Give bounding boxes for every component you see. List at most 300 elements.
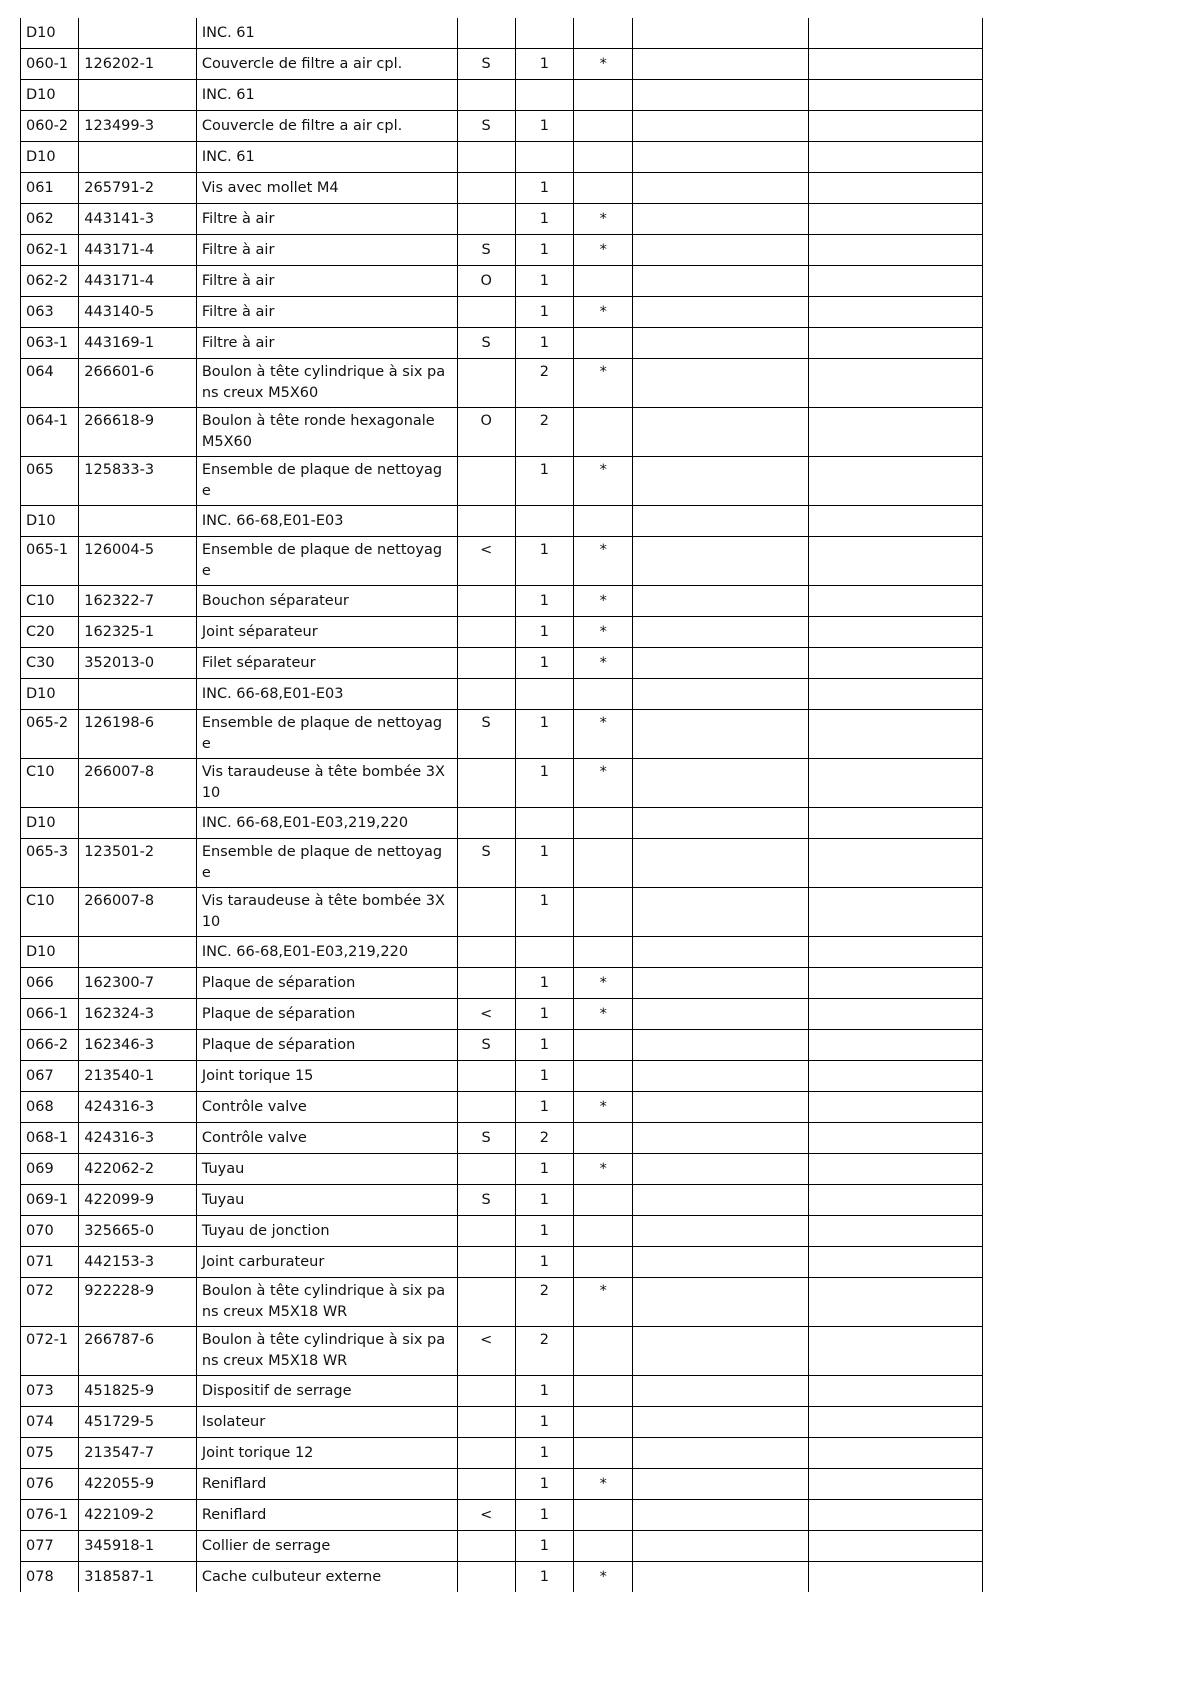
part-number-cell: 162324-3	[79, 999, 197, 1030]
blank-cell-1	[633, 1278, 809, 1327]
type-code-cell	[457, 808, 515, 839]
blank-cell-1	[633, 937, 809, 968]
item-number-cell: C20	[21, 617, 79, 648]
type-code-cell	[457, 968, 515, 999]
part-number-cell: 422062-2	[79, 1154, 197, 1185]
quantity-cell: 1	[515, 710, 573, 759]
description-cell: Ensemble de plaque de nettoyag e	[196, 710, 457, 759]
blank-cell-1	[633, 297, 809, 328]
type-code-cell	[457, 359, 515, 408]
item-number-cell: 077	[21, 1531, 79, 1562]
part-number-cell: 443171-4	[79, 235, 197, 266]
blank-cell-2	[809, 999, 983, 1030]
item-number-cell: 074	[21, 1407, 79, 1438]
item-number-cell: C10	[21, 759, 79, 808]
blank-cell-1	[633, 457, 809, 506]
blank-cell-1	[633, 679, 809, 710]
part-number-cell: 162300-7	[79, 968, 197, 999]
type-code-cell	[457, 1061, 515, 1092]
item-number-cell: 069	[21, 1154, 79, 1185]
table-row	[21, 266, 983, 297]
note-mark-cell	[574, 328, 633, 359]
quantity-cell: 2	[515, 1278, 573, 1327]
part-number-cell: 424316-3	[79, 1123, 197, 1154]
quantity-cell: 1	[515, 1030, 573, 1061]
quantity-cell: 1	[515, 235, 573, 266]
description-cell: INC. 66-68,E01-E03	[196, 506, 457, 537]
part-number-cell: 443169-1	[79, 328, 197, 359]
blank-cell-1	[633, 111, 809, 142]
blank-cell-2	[809, 617, 983, 648]
note-mark-cell	[574, 1030, 633, 1061]
description-cell: Couvercle de filtre a air cpl.	[196, 49, 457, 80]
blank-cell-2	[809, 18, 983, 49]
part-number-cell	[79, 937, 197, 968]
blank-cell-2	[809, 1278, 983, 1327]
note-mark-cell	[574, 839, 633, 888]
description-cell: Contrôle valve	[196, 1092, 457, 1123]
table-row	[21, 1216, 983, 1247]
table-row	[21, 457, 983, 506]
part-number-cell: 162346-3	[79, 1030, 197, 1061]
type-code-cell	[457, 937, 515, 968]
part-number-cell: 922228-9	[79, 1278, 197, 1327]
part-number-cell	[79, 142, 197, 173]
blank-cell-2	[809, 173, 983, 204]
item-number-cell: D10	[21, 18, 79, 49]
quantity-cell: 1	[515, 49, 573, 80]
note-mark-cell	[574, 1123, 633, 1154]
blank-cell-2	[809, 759, 983, 808]
part-number-cell	[79, 679, 197, 710]
description-cell: Ensemble de plaque de nettoyag e	[196, 839, 457, 888]
blank-cell-1	[633, 586, 809, 617]
blank-cell-2	[809, 839, 983, 888]
type-code-cell	[457, 204, 515, 235]
item-number-cell: 073	[21, 1376, 79, 1407]
note-mark-cell: *	[574, 204, 633, 235]
part-number-cell: 422055-9	[79, 1469, 197, 1500]
item-number-cell: 069-1	[21, 1185, 79, 1216]
quantity-cell: 1	[515, 173, 573, 204]
part-number-cell: 266007-8	[79, 888, 197, 937]
table-row	[21, 537, 983, 586]
note-mark-cell	[574, 888, 633, 937]
table-row	[21, 999, 983, 1030]
item-number-cell: D10	[21, 808, 79, 839]
blank-cell-2	[809, 1562, 983, 1593]
note-mark-cell	[574, 266, 633, 297]
blank-cell-2	[809, 506, 983, 537]
quantity-cell	[515, 808, 573, 839]
blank-cell-2	[809, 808, 983, 839]
table-row	[21, 1185, 983, 1216]
description-cell: Collier de serrage	[196, 1531, 457, 1562]
blank-cell-1	[633, 328, 809, 359]
type-code-cell	[457, 142, 515, 173]
blank-cell-1	[633, 1376, 809, 1407]
table-row	[21, 1154, 983, 1185]
description-cell: Plaque de séparation	[196, 1030, 457, 1061]
description-cell: Joint carburateur	[196, 1247, 457, 1278]
part-number-cell: 162322-7	[79, 586, 197, 617]
blank-cell-2	[809, 888, 983, 937]
table-row	[21, 586, 983, 617]
type-code-cell: S	[457, 710, 515, 759]
blank-cell-2	[809, 586, 983, 617]
item-number-cell: 065	[21, 457, 79, 506]
blank-cell-1	[633, 1061, 809, 1092]
table-row	[21, 506, 983, 537]
note-mark-cell	[574, 506, 633, 537]
type-code-cell	[457, 1376, 515, 1407]
item-number-cell: 078	[21, 1562, 79, 1593]
quantity-cell	[515, 142, 573, 173]
description-cell: Ensemble de plaque de nettoyag e	[196, 457, 457, 506]
blank-cell-2	[809, 537, 983, 586]
blank-cell-2	[809, 1376, 983, 1407]
part-number-cell: 443140-5	[79, 297, 197, 328]
table-row	[21, 1531, 983, 1562]
table-row	[21, 808, 983, 839]
blank-cell-1	[633, 266, 809, 297]
description-cell: Tuyau	[196, 1185, 457, 1216]
part-number-cell: 345918-1	[79, 1531, 197, 1562]
blank-cell-1	[633, 80, 809, 111]
table-row	[21, 80, 983, 111]
part-number-cell	[79, 506, 197, 537]
item-number-cell: 062-2	[21, 266, 79, 297]
part-number-cell: 451729-5	[79, 1407, 197, 1438]
type-code-cell	[457, 1407, 515, 1438]
part-number-cell: 266787-6	[79, 1327, 197, 1376]
type-code-cell	[457, 18, 515, 49]
description-cell: Joint séparateur	[196, 617, 457, 648]
blank-cell-1	[633, 968, 809, 999]
table-row	[21, 1092, 983, 1123]
item-number-cell: 076-1	[21, 1500, 79, 1531]
blank-cell-1	[633, 1500, 809, 1531]
table-row	[21, 408, 983, 457]
item-number-cell: 063	[21, 297, 79, 328]
note-mark-cell	[574, 1216, 633, 1247]
table-row	[21, 1407, 983, 1438]
quantity-cell: 1	[515, 1407, 573, 1438]
item-number-cell: 062	[21, 204, 79, 235]
quantity-cell: 1	[515, 266, 573, 297]
blank-cell-2	[809, 1092, 983, 1123]
blank-cell-1	[633, 1469, 809, 1500]
item-number-cell: 070	[21, 1216, 79, 1247]
item-number-cell: 063-1	[21, 328, 79, 359]
type-code-cell	[457, 173, 515, 204]
description-cell: Vis taraudeuse à tête bombée 3X 10	[196, 888, 457, 937]
quantity-cell: 1	[515, 1061, 573, 1092]
type-code-cell	[457, 1216, 515, 1247]
blank-cell-2	[809, 1185, 983, 1216]
type-code-cell	[457, 506, 515, 537]
description-cell: Boulon à tête ronde hexagonale M5X60	[196, 408, 457, 457]
quantity-cell: 1	[515, 328, 573, 359]
type-code-cell: <	[457, 1327, 515, 1376]
part-number-cell	[79, 80, 197, 111]
note-mark-cell: *	[574, 49, 633, 80]
blank-cell-1	[633, 710, 809, 759]
blank-cell-1	[633, 1216, 809, 1247]
quantity-cell: 1	[515, 297, 573, 328]
item-number-cell: 065-2	[21, 710, 79, 759]
note-mark-cell	[574, 1061, 633, 1092]
note-mark-cell: *	[574, 1469, 633, 1500]
note-mark-cell: *	[574, 617, 633, 648]
blank-cell-1	[633, 888, 809, 937]
quantity-cell: 1	[515, 1376, 573, 1407]
quantity-cell	[515, 18, 573, 49]
table-row	[21, 839, 983, 888]
blank-cell-1	[633, 1562, 809, 1593]
blank-cell-2	[809, 1500, 983, 1531]
blank-cell-1	[633, 173, 809, 204]
blank-cell-2	[809, 710, 983, 759]
blank-cell-1	[633, 142, 809, 173]
quantity-cell: 2	[515, 1327, 573, 1376]
blank-cell-2	[809, 937, 983, 968]
quantity-cell	[515, 506, 573, 537]
blank-cell-1	[633, 1438, 809, 1469]
description-cell: Filtre à air	[196, 328, 457, 359]
part-number-cell	[79, 808, 197, 839]
blank-cell-1	[633, 617, 809, 648]
item-number-cell: 060-1	[21, 49, 79, 80]
note-mark-cell	[574, 1327, 633, 1376]
quantity-cell: 1	[515, 1092, 573, 1123]
table-row	[21, 49, 983, 80]
type-code-cell: S	[457, 49, 515, 80]
quantity-cell: 1	[515, 999, 573, 1030]
part-number-cell: 162325-1	[79, 617, 197, 648]
note-mark-cell: *	[574, 710, 633, 759]
item-number-cell: D10	[21, 142, 79, 173]
description-cell: INC. 61	[196, 142, 457, 173]
quantity-cell: 2	[515, 1123, 573, 1154]
item-number-cell: 066	[21, 968, 79, 999]
table-row	[21, 235, 983, 266]
blank-cell-1	[633, 1030, 809, 1061]
item-number-cell: 066-2	[21, 1030, 79, 1061]
part-number-cell: 266618-9	[79, 408, 197, 457]
note-mark-cell	[574, 173, 633, 204]
quantity-cell: 1	[515, 617, 573, 648]
description-cell: INC. 61	[196, 80, 457, 111]
blank-cell-1	[633, 1531, 809, 1562]
quantity-cell: 1	[515, 968, 573, 999]
blank-cell-2	[809, 266, 983, 297]
type-code-cell	[457, 1278, 515, 1327]
table-row	[21, 1123, 983, 1154]
description-cell: Cache culbuteur externe	[196, 1562, 457, 1593]
blank-cell-1	[633, 235, 809, 266]
quantity-cell: 1	[515, 1247, 573, 1278]
note-mark-cell: *	[574, 297, 633, 328]
table-row	[21, 1030, 983, 1061]
item-number-cell: C10	[21, 586, 79, 617]
type-code-cell: S	[457, 235, 515, 266]
table-row	[21, 1327, 983, 1376]
item-number-cell: D10	[21, 937, 79, 968]
table-row	[21, 1438, 983, 1469]
blank-cell-2	[809, 1123, 983, 1154]
quantity-cell: 1	[515, 586, 573, 617]
quantity-cell: 1	[515, 839, 573, 888]
blank-cell-2	[809, 1154, 983, 1185]
item-number-cell: 066-1	[21, 999, 79, 1030]
part-number-cell: 213547-7	[79, 1438, 197, 1469]
part-number-cell: 424316-3	[79, 1092, 197, 1123]
table-row	[21, 297, 983, 328]
part-number-cell: 123499-3	[79, 111, 197, 142]
quantity-cell: 1	[515, 1185, 573, 1216]
quantity-cell: 1	[515, 759, 573, 808]
type-code-cell: O	[457, 266, 515, 297]
note-mark-cell	[574, 1407, 633, 1438]
note-mark-cell: *	[574, 457, 633, 506]
part-number-cell: 352013-0	[79, 648, 197, 679]
description-cell: Filet séparateur	[196, 648, 457, 679]
item-number-cell: 068-1	[21, 1123, 79, 1154]
blank-cell-2	[809, 359, 983, 408]
description-cell: INC. 61	[196, 18, 457, 49]
part-number-cell: 266601-6	[79, 359, 197, 408]
blank-cell-2	[809, 1061, 983, 1092]
note-mark-cell	[574, 80, 633, 111]
table-row	[21, 1376, 983, 1407]
item-number-cell: 064	[21, 359, 79, 408]
item-number-cell: 076	[21, 1469, 79, 1500]
note-mark-cell: *	[574, 759, 633, 808]
blank-cell-1	[633, 49, 809, 80]
quantity-cell: 1	[515, 1469, 573, 1500]
type-code-cell	[457, 759, 515, 808]
description-cell: Boulon à tête cylindrique à six pa ns creux M5X18 WR	[196, 1327, 457, 1376]
quantity-cell: 2	[515, 408, 573, 457]
blank-cell-1	[633, 808, 809, 839]
item-number-cell: C30	[21, 648, 79, 679]
description-cell: Joint torique 15	[196, 1061, 457, 1092]
description-cell: Vis avec mollet M4	[196, 173, 457, 204]
table-row	[21, 710, 983, 759]
blank-cell-2	[809, 297, 983, 328]
blank-cell-1	[633, 408, 809, 457]
description-cell: Plaque de séparation	[196, 999, 457, 1030]
quantity-cell: 1	[515, 111, 573, 142]
type-code-cell: S	[457, 328, 515, 359]
blank-cell-2	[809, 1247, 983, 1278]
table-row	[21, 1500, 983, 1531]
blank-cell-2	[809, 1216, 983, 1247]
type-code-cell	[457, 1247, 515, 1278]
description-cell: Filtre à air	[196, 235, 457, 266]
quantity-cell: 1	[515, 1500, 573, 1531]
note-mark-cell	[574, 808, 633, 839]
quantity-cell: 1	[515, 1531, 573, 1562]
description-cell: Boulon à tête cylindrique à six pa ns creux M5X18 WR	[196, 1278, 457, 1327]
note-mark-cell: *	[574, 359, 633, 408]
table-row	[21, 759, 983, 808]
part-number-cell: 442153-3	[79, 1247, 197, 1278]
part-number-cell: 443141-3	[79, 204, 197, 235]
quantity-cell	[515, 937, 573, 968]
type-code-cell: <	[457, 1500, 515, 1531]
item-number-cell: 071	[21, 1247, 79, 1278]
note-mark-cell: *	[574, 968, 633, 999]
quantity-cell	[515, 679, 573, 710]
blank-cell-2	[809, 968, 983, 999]
table-row	[21, 1247, 983, 1278]
note-mark-cell: *	[574, 1562, 633, 1593]
blank-cell-1	[633, 1185, 809, 1216]
table-row	[21, 968, 983, 999]
part-number-cell: 126004-5	[79, 537, 197, 586]
type-code-cell: <	[457, 537, 515, 586]
table-row	[21, 359, 983, 408]
blank-cell-1	[633, 839, 809, 888]
table-row	[21, 173, 983, 204]
quantity-cell: 1	[515, 888, 573, 937]
blank-cell-2	[809, 49, 983, 80]
blank-cell-1	[633, 359, 809, 408]
description-cell: INC. 66-68,E01-E03,219,220	[196, 937, 457, 968]
blank-cell-2	[809, 142, 983, 173]
item-number-cell: D10	[21, 506, 79, 537]
blank-cell-2	[809, 80, 983, 111]
description-cell: Plaque de séparation	[196, 968, 457, 999]
note-mark-cell: *	[574, 537, 633, 586]
blank-cell-2	[809, 111, 983, 142]
blank-cell-2	[809, 679, 983, 710]
blank-cell-1	[633, 759, 809, 808]
type-code-cell	[457, 1469, 515, 1500]
blank-cell-2	[809, 1030, 983, 1061]
blank-cell-2	[809, 328, 983, 359]
part-number-cell: 123501-2	[79, 839, 197, 888]
quantity-cell: 1	[515, 1438, 573, 1469]
quantity-cell: 1	[515, 457, 573, 506]
table-row	[21, 142, 983, 173]
type-code-cell	[457, 457, 515, 506]
note-mark-cell	[574, 408, 633, 457]
description-cell: Ensemble de plaque de nettoyag e	[196, 537, 457, 586]
description-cell: Vis taraudeuse à tête bombée 3X 10	[196, 759, 457, 808]
quantity-cell	[515, 80, 573, 111]
part-number-cell: 422109-2	[79, 1500, 197, 1531]
blank-cell-1	[633, 1123, 809, 1154]
type-code-cell	[457, 1562, 515, 1593]
blank-cell-1	[633, 1407, 809, 1438]
note-mark-cell	[574, 1185, 633, 1216]
description-cell: Filtre à air	[196, 204, 457, 235]
type-code-cell	[457, 888, 515, 937]
item-number-cell: C10	[21, 888, 79, 937]
part-number-cell: 443171-4	[79, 266, 197, 297]
description-cell: Bouchon séparateur	[196, 586, 457, 617]
part-number-cell: 451825-9	[79, 1376, 197, 1407]
description-cell: Dispositif de serrage	[196, 1376, 457, 1407]
description-cell: INC. 66-68,E01-E03	[196, 679, 457, 710]
part-number-cell: 125833-3	[79, 457, 197, 506]
description-cell: Filtre à air	[196, 297, 457, 328]
note-mark-cell: *	[574, 1278, 633, 1327]
note-mark-cell	[574, 679, 633, 710]
